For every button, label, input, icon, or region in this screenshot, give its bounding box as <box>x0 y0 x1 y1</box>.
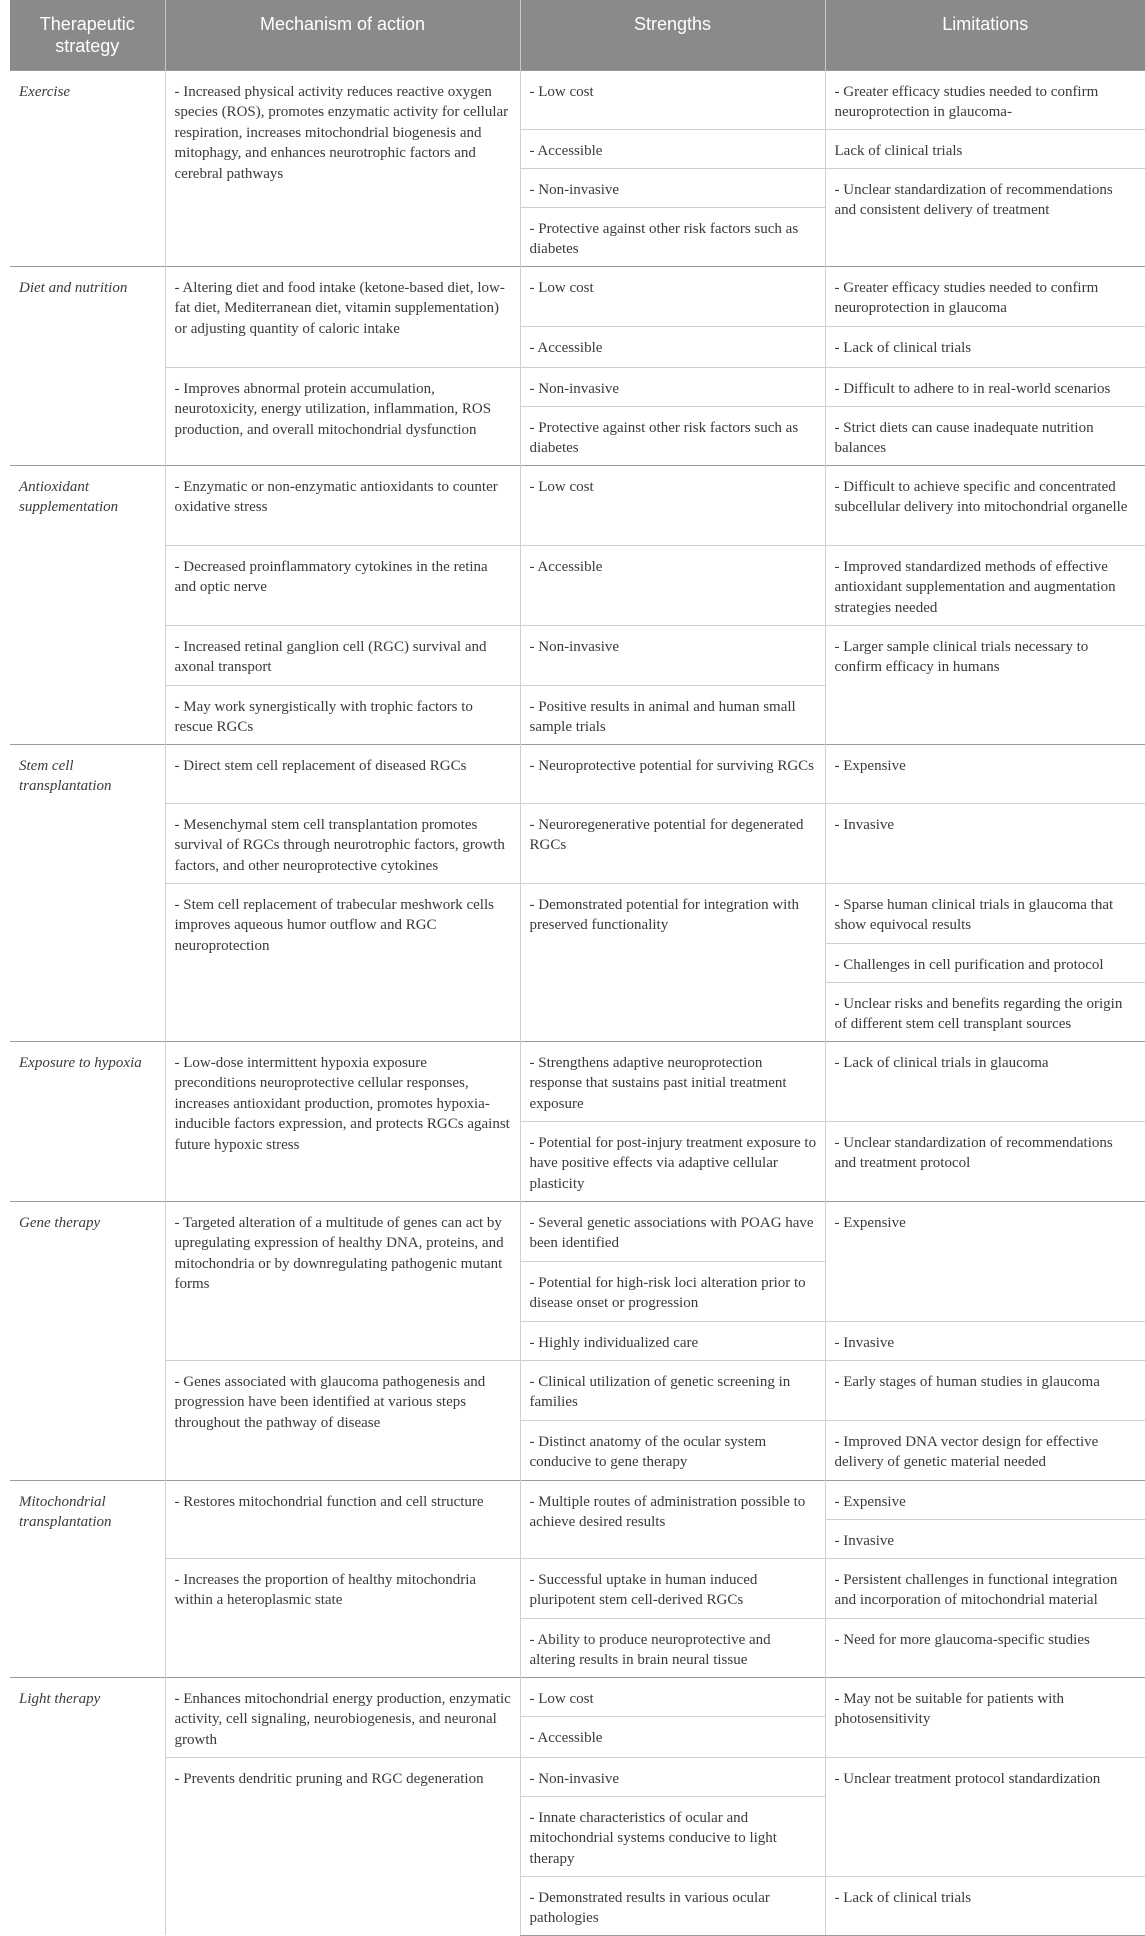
strategy-cell: Mitochondrial transplantation <box>10 1480 165 1677</box>
strength-cell: - Protective against other risk factors such as diabetes <box>520 406 825 465</box>
strength-cell: - Accessible <box>520 545 825 625</box>
limitation-cell: - Need for more glaucoma-specific studies <box>825 1618 1145 1677</box>
table-row <box>10 1041 1145 1121</box>
mechanism-cell: - Low-dose intermittent hypoxia exposure preconditions neuroprotective cellular responses, increases antioxidant production, promotes hypoxia-inducible factors expression, and protects RGCs against future hypoxic stress <box>165 1041 520 1201</box>
strength-cell: - Low cost <box>520 465 825 545</box>
table-row <box>10 1677 1145 1716</box>
strength-cell: - Positive results in animal and human small sample trials <box>520 685 825 744</box>
mechanism-cell: - Direct stem cell replacement of diseased RGCs <box>165 744 520 803</box>
strength-cell: - Clinical utilization of genetic screening in families <box>520 1360 825 1420</box>
table-row <box>10 803 1145 883</box>
strength-cell: - Protective against other risk factors such as diabetes <box>520 207 825 266</box>
mechanism-cell: - Enhances mitochondrial energy production, enzymatic activity, cell signaling, neurobiogenesis, and neuronal growth <box>165 1677 520 1757</box>
limitation-cell: - Expensive <box>825 744 1145 803</box>
limitation-cell: - Unclear risks and benefits regarding the origin of different stem cell transplant sources <box>825 982 1145 1041</box>
limitation-cell: - Invasive <box>825 803 1145 883</box>
mechanism-cell: - Increased physical activity reduces reactive oxygen species (ROS), promotes enzymatic activity for cellular respiration, increases mitochondrial biogenesis and mitophagy, and enhances neurotrophic factors and cerebral pathways <box>165 70 520 266</box>
limitation-cell: - Strict diets can cause inadequate nutrition balances <box>825 406 1145 465</box>
limitation-cell: - Improved standardized methods of effective antioxidant supplementation and augmentation strategies needed <box>825 545 1145 625</box>
mechanism-cell: - Altering diet and food intake (ketone-based diet, low-fat diet, Mediterranean diet, vitamin supplementation) or adjusting quantity of caloric intake <box>165 266 520 367</box>
strength-cell: - Demonstrated potential for integration with preserved functionality <box>520 883 825 1041</box>
header-strategy: Therapeutic strategy <box>10 0 165 70</box>
header-row <box>10 0 1145 70</box>
strength-cell: - Non-invasive <box>520 1757 825 1796</box>
limitation-cell: - Lack of clinical trials in glaucoma <box>825 1041 1145 1121</box>
strategy-cell: Gene therapy <box>10 1201 165 1480</box>
limitation-cell: - Sparse human clinical trials in glaucoma that show equivocal results <box>825 883 1145 943</box>
strength-cell: - Accessible <box>520 326 825 367</box>
strength-cell: - Successful uptake in human induced pluripotent stem cell-derived RGCs <box>520 1558 825 1618</box>
limitation-cell: - Challenges in cell purification and protocol <box>825 943 1145 982</box>
table-row <box>10 266 1145 326</box>
limitation-cell: - Difficult to adhere to in real-world scenarios <box>825 367 1145 406</box>
limitation-cell: - Lack of clinical trials <box>825 326 1145 367</box>
strength-cell: - Low cost <box>520 266 825 326</box>
strength-cell: - Non-invasive <box>520 367 825 406</box>
strategy-cell: Exposure to hypoxia <box>10 1041 165 1201</box>
mechanism-cell: - Genes associated with glaucoma pathogenesis and progression have been identified at various steps throughout the pathway of disease <box>165 1360 520 1480</box>
limitation-cell: - Unclear standardization of recommendations and consistent delivery of treatment <box>825 168 1145 266</box>
table-row <box>10 1480 1145 1519</box>
table-row <box>10 465 1145 545</box>
limitation-cell: - May not be suitable for patients with photosensitivity <box>825 1677 1145 1757</box>
limitation-cell: - Early stages of human studies in glaucoma <box>825 1360 1145 1420</box>
strength-cell: - Several genetic associations with POAG have been identified <box>520 1201 825 1261</box>
mechanism-cell: - Improves abnormal protein accumulation, neurotoxicity, energy utilization, inflammation, ROS production, and overall mitochondrial dysfunction <box>165 367 520 465</box>
limitation-cell: - Larger sample clinical trials necessary to confirm efficacy in humans <box>825 625 1145 744</box>
strength-cell: - Low cost <box>520 1677 825 1716</box>
strength-cell: - Accessible <box>520 129 825 168</box>
mechanism-cell: - May work synergistically with trophic factors to rescue RGCs <box>165 685 520 744</box>
strength-cell: - Accessible <box>520 1716 825 1757</box>
strategy-cell: Light therapy <box>10 1677 165 1935</box>
limitation-cell: - Unclear standardization of recommendations and treatment protocol <box>825 1121 1145 1201</box>
strategy-cell: Exercise <box>10 70 165 266</box>
limitation-cell: - Invasive <box>825 1321 1145 1360</box>
strength-cell: - Strengthens adaptive neuroprotection response that sustains past initial treatment exposure <box>520 1041 825 1121</box>
table-row <box>10 1757 1145 1796</box>
limitation-cell: - Difficult to achieve specific and concentrated subcellular delivery into mitochondrial organelle <box>825 465 1145 545</box>
mechanism-cell: - Enzymatic or non-enzymatic antioxidants to counter oxidative stress <box>165 465 520 545</box>
limitation-cell: - Lack of clinical trials <box>825 1876 1145 1935</box>
limitation-cell: - Expensive <box>825 1201 1145 1321</box>
limitation-cell: - Unclear treatment protocol standardization <box>825 1757 1145 1876</box>
limitation-cell: - Persistent challenges in functional integration and incorporation of mitochondrial material <box>825 1558 1145 1618</box>
table-row <box>10 367 1145 406</box>
table-row <box>10 1558 1145 1618</box>
mechanism-cell: - Mesenchymal stem cell transplantation promotes survival of RGCs through neurotrophic factors, growth factors, and other neuroprotective cytokines <box>165 803 520 883</box>
limitation-cell: Lack of clinical trials <box>825 129 1145 168</box>
mechanism-cell: - Increases the proportion of healthy mitochondria within a heteroplasmic state <box>165 1558 520 1677</box>
strength-cell: - Non-invasive <box>520 625 825 685</box>
strategy-cell: Antioxidant supplementation <box>10 465 165 744</box>
mechanism-cell: - Targeted alteration of a multitude of genes can act by upregulating expression of healthy DNA, proteins, and mitochondria or by downregulating pathogenic mutant forms <box>165 1201 520 1360</box>
strength-cell: - Neuroregenerative potential for degenerated RGCs <box>520 803 825 883</box>
mechanism-cell: - Restores mitochondrial function and cell structure <box>165 1480 520 1558</box>
table-row <box>10 1201 1145 1261</box>
strength-cell: - Demonstrated results in various ocular pathologies <box>520 1876 825 1935</box>
mechanism-cell: - Increased retinal ganglion cell (RGC) survival and axonal transport <box>165 625 520 685</box>
table-row <box>10 545 1145 625</box>
table-row <box>10 883 1145 943</box>
limitation-cell: - Expensive <box>825 1480 1145 1519</box>
limitation-cell: - Improved DNA vector design for effective delivery of genetic material needed <box>825 1420 1145 1480</box>
strength-cell: - Highly individualized care <box>520 1321 825 1360</box>
limitation-cell: - Greater efficacy studies needed to confirm neuroprotection in glaucoma- <box>825 70 1145 129</box>
header-mechanism: Mechanism of action <box>165 0 520 70</box>
strength-cell: - Multiple routes of administration possible to achieve desired results <box>520 1480 825 1558</box>
mechanism-cell: - Prevents dendritic pruning and RGC degeneration <box>165 1757 520 1935</box>
strategy-cell: Diet and nutrition <box>10 266 165 465</box>
strength-cell: - Ability to produce neuroprotective and altering results in brain neural tissue <box>520 1618 825 1677</box>
strength-cell: - Innate characteristics of ocular and mitochondrial systems conducive to light therapy <box>520 1796 825 1876</box>
strength-cell: - Low cost <box>520 70 825 129</box>
strength-cell: - Potential for post-injury treatment exposure to have positive effects via adaptive cellular plasticity <box>520 1121 825 1201</box>
strength-cell: - Distinct anatomy of the ocular system conducive to gene therapy <box>520 1420 825 1480</box>
table-row <box>10 625 1145 685</box>
limitation-cell: - Invasive <box>825 1519 1145 1558</box>
therapeutic-strategies-table <box>10 0 1145 1936</box>
mechanism-cell: - Stem cell replacement of trabecular meshwork cells improves aqueous humor outflow and RGC neuroprotection <box>165 883 520 1041</box>
limitation-cell: - Greater efficacy studies needed to confirm neuroprotection in glaucoma <box>825 266 1145 326</box>
strength-cell: - Neuroprotective potential for surviving RGCs <box>520 744 825 803</box>
strategy-cell: Stem cell transplantation <box>10 744 165 1041</box>
table-row <box>10 1360 1145 1420</box>
strength-cell: - Potential for high-risk loci alteration prior to disease onset or progression <box>520 1261 825 1321</box>
header-limitations: Limitations <box>825 0 1145 70</box>
header-strengths: Strengths <box>520 0 825 70</box>
table-row <box>10 744 1145 803</box>
strength-cell: - Non-invasive <box>520 168 825 207</box>
table-row <box>10 70 1145 129</box>
mechanism-cell: - Decreased proinflammatory cytokines in the retina and optic nerve <box>165 545 520 625</box>
